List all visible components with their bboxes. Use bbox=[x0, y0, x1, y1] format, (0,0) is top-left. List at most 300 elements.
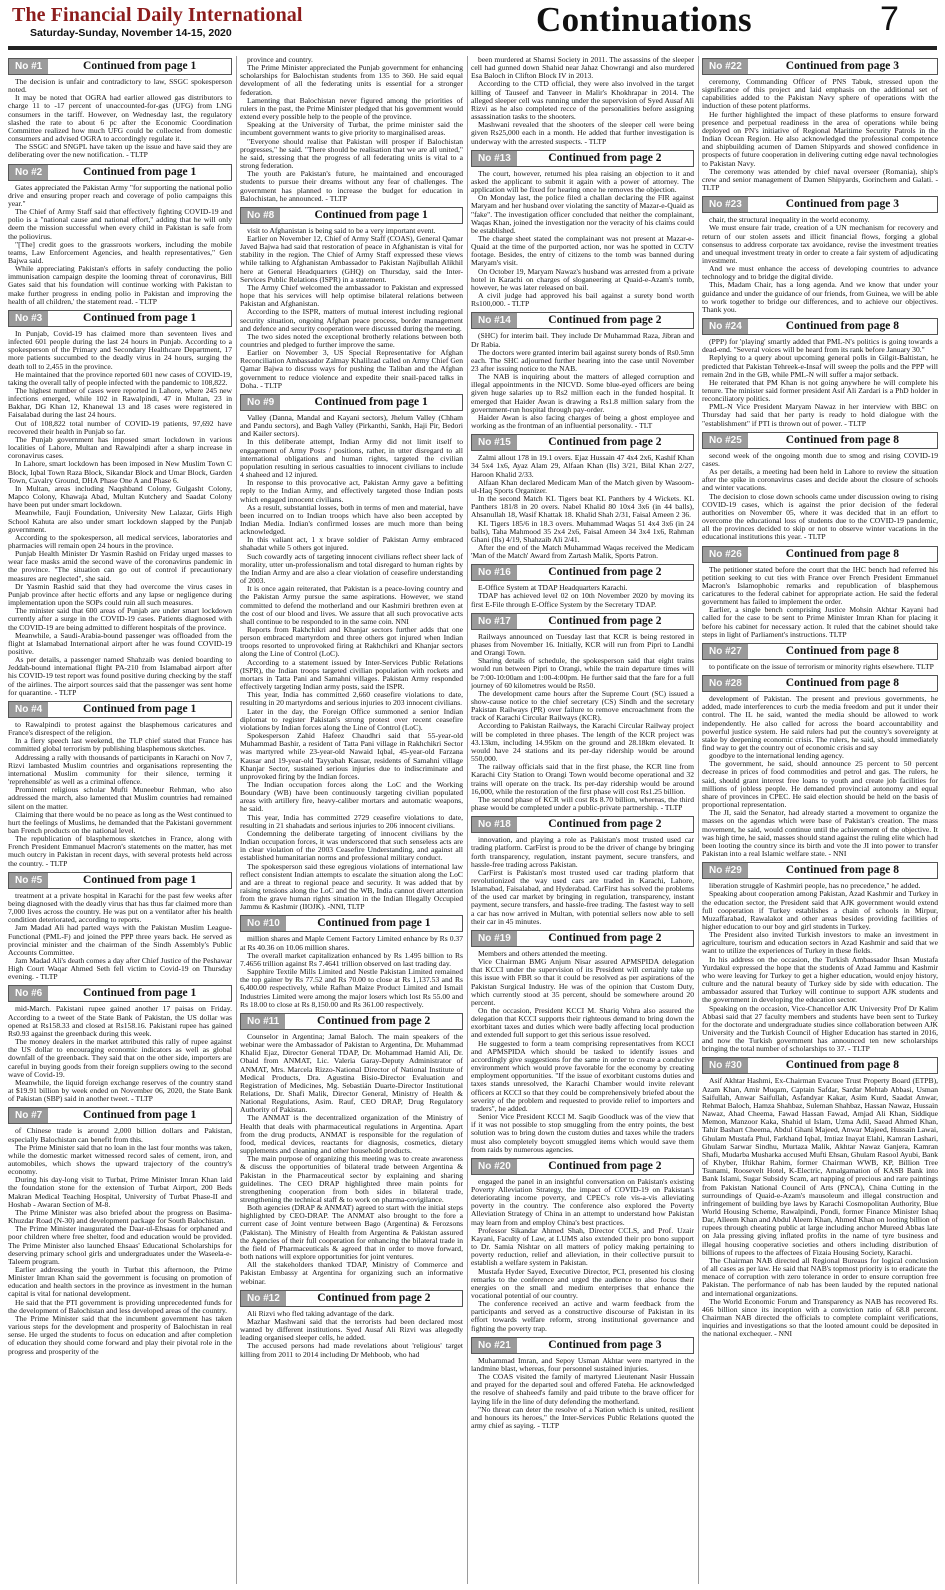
continued-from-label: Continued from page 8 bbox=[748, 319, 937, 334]
article-paragraph: Sharing details of schedule, the spokesperson said that eight trains would run between Pipri to Orangi, while the train departure times will be 7:00-10:00am and 1:00-4:00pm. He further said that the fare for a full journey of 60 kilometres would be Rs50. bbox=[471, 656, 694, 690]
section-title: Continuations bbox=[536, 0, 752, 39]
article-paragraph: Punjab Health Minister Dr Yasmin Rashid on Friday urged masses to wear face masks amid the second wave of the coronavirus pandemic in the province. "The situation can go out of control if precautionary measures are neglected", she said. bbox=[8, 549, 232, 583]
article-paragraph: ceremony, Commanding Officer of PNS Tabuk, stressed upon the significance of this project and laid emphasis on the additional set of capabilities added to the Pakistan Navy sphere of operations with the induction of these potent platforms. bbox=[702, 77, 938, 111]
article-paragraph: Meanwhile, Fauji Foundation, University New Lalazar, Girls High School Kahuta are also under smart lockdown slapped by the Punjab government. bbox=[8, 508, 232, 534]
article-body bbox=[702, 695, 938, 858]
article-paragraph: It may be noted that OGRA had earlier allowed gas distributors to charge 11 to -17 percent of unaccounted-for-gas (UFG) from LNG consumers in the tariff. However, on Wednesday last, the regulatory slashed the rate to about 6 pc after the Economic Coordination Committee realized how much UFG could be collected from domestic consumers and advised OGRA to accordingly regulate it. bbox=[8, 93, 232, 144]
article-paragraph: PML-N Vice President Maryam Nawaz in her interview with BBC on Thursday had said that her party is ready to hold dialogue with the "establishment" if PTI is thrown out of power. - TLTP bbox=[702, 402, 938, 428]
continuation-header bbox=[471, 1337, 694, 1354]
article-paragraph: engaged the panel in an insightful conversation on Pakistan's existing Poverty Alleviation Strategy, the impact of COVID-19 on Pakistan's deteriorating income poverty, and CPEC's role vis-a-vis alleviating poverty in the country. The conference also explored the Poverty Alleviation Strategy of China in an attempt to understand how Pakistan may learn from and employ China's best practices. bbox=[471, 1176, 694, 1227]
continuation-header bbox=[8, 164, 232, 181]
continued-from-label: Continued from page 3 bbox=[748, 197, 937, 212]
article-paragraph: On the occasion, President KCCI M. Shariq Vohra also assured the delegation that KCCI supports their righteous demand to bring down the exorbitant taxes and duties which were badly affecting local production and extended full support to get this serious issue resolved. bbox=[471, 1006, 694, 1040]
article-paragraph: visit to Afghanistan is being said to be a very important event. bbox=[247, 225, 436, 235]
continuation-header bbox=[240, 207, 463, 224]
article-continuation bbox=[240, 915, 463, 1008]
article-body bbox=[471, 454, 694, 560]
article-body bbox=[471, 332, 694, 430]
article-paragraph: The Chief of Army Staff said that effectively fighting COVID-19 and polio is a "national cause and national effort," adding that he will only deem the mission successful when every child in Pakistan is safe from the poliovirus. bbox=[8, 207, 232, 241]
continuation-header bbox=[702, 675, 938, 692]
article-body bbox=[471, 633, 694, 812]
continued-from-label: Continued from page 2 bbox=[517, 435, 693, 450]
continuation-header bbox=[471, 564, 694, 581]
article-paragraph: The court, however, returned his plea raising an objection to it and asked the applicant to submit it again with a power of attorney. The application will be fixed for hearing once he removes the objection. bbox=[471, 168, 694, 195]
article-body bbox=[702, 78, 938, 192]
article-paragraph: The Prime Minister inaugurated the Daar-ul-Ehsaas for orphaned and poor children where free shelter, food and education would be provided. The Prime Minister also launched Ehsaas' Educational Scholarships for deserving primary school girls and undergraduates under the Waseela-e-Taleem program. bbox=[8, 1224, 232, 1266]
article-body bbox=[8, 184, 232, 306]
article-paragraph: Out of 108,822 total number of COVID-19 patients, 97,692 have recovered their health in Punjab so far. bbox=[8, 418, 232, 436]
article-paragraph: He further highlighted the impact of these platforms to ensure forward presence and perpetual readiness in the area of operations while being deployed on PN's initiative of Regional Maritime Security Patrols in the Indian Ocean Region. He also acknowledged the professional competence and shipbuilding acumen of Damen Shipyards and showed confidence in prospects of future cooperation in delivering cutting edge naval technologies to Pakistan Navy. bbox=[702, 109, 938, 168]
article-paragraph: A civil judge had approved his bail against a surety bond worth Rs100,000. - TLTP bbox=[471, 291, 694, 309]
article-continuation bbox=[471, 1158, 694, 1333]
article-paragraph: province and country. bbox=[247, 56, 313, 64]
article-paragraph: The Prime Minister was also briefed about the progress on Basima-Khuzdar Road (N-30) and development package for South Balochistan. bbox=[8, 1207, 232, 1226]
column-divider bbox=[698, 56, 699, 1584]
article-body bbox=[240, 227, 463, 390]
article-body bbox=[471, 1178, 694, 1333]
continued-from-label: Continued from page 1 bbox=[48, 311, 231, 326]
continuation-header bbox=[240, 1290, 463, 1307]
article-paragraph: The money dealers in the market attributed this rally of rupee against the US dollar to encouraging economic indicators as well as global downfall of the greenback. They said that on the other side, importers are careful in buying goods from their foreign suppliers owing to the second wave of Covid-19. bbox=[8, 1037, 232, 1079]
article-paragraph: The Prime Minister said that no loan in the last four months was taken, while the domestic market witnessed record sales of cement, iron, and automobiles, which shows the upward trajectory of the country's economy. bbox=[8, 1142, 232, 1177]
continued-from-label: Continued from page 8 bbox=[748, 863, 937, 878]
article-paragraph: The President also invited Turkish investors to make an investment in agriculture, tourism and education sectors in Azad Kashmir and said that we want to utilize the experiences of Turkey in these fields. bbox=[702, 930, 938, 956]
continuation-header bbox=[471, 816, 694, 833]
article-paragraph: liberation struggle of Kashmiri people, has no precedence," he added. bbox=[709, 881, 921, 891]
article-paragraph: Muhammad Imran, and Sepoy Usman Akhtar were martyred in the landmine blast, whereas, four personnel sustained injuries. bbox=[471, 1355, 694, 1373]
column-4 bbox=[702, 56, 938, 1586]
article-paragraph: The accused persons had made revelations about 'religious' target killing from 2011 to 2014 including Dr Mehboob, who had bbox=[240, 1341, 463, 1359]
continuation-header bbox=[8, 985, 232, 1002]
article-paragraph: Earlier addressing the youth in Turbat this afternoon, the Prime Minister Imran Khan said the government is focusing on promotion of education and health sectors in the province as investment in the human capital is vital for national development. bbox=[8, 1265, 232, 1299]
article-paragraph: The NAB is inquiring about the matters of alleged corruption and illegal appointments in the NICVD. Some blue-eyed officers are being given huge salaries up to Rs2 million each in the funded hospital. It emerged that Haider Awan is drawing a Rs1.8 million salary from the government-run hospital through pay-order. bbox=[471, 372, 694, 414]
article-paragraph: In Multan, areas including Naqshband Colony, Gulgasht Colony, Mapco Colony, Khawaja Abad, Multan Kutchery and Saadat Colony have been put under smart lockdown. bbox=[8, 483, 232, 510]
article-paragraph: E-Office System at TDAP Headquarters Karachi. bbox=[478, 583, 628, 593]
article-body bbox=[471, 56, 694, 146]
article-body bbox=[471, 836, 694, 926]
article-number: No #30 bbox=[703, 1058, 748, 1073]
article-continuation bbox=[8, 985, 232, 1103]
article-paragraph: Railways announced on Tuesday last that KCR is being restored in phases from November 16. Initially, KCR will run from Pipri to Landhi and Orangi Town. bbox=[471, 631, 694, 658]
article-number: No #16 bbox=[472, 565, 517, 580]
article-number: No #14 bbox=[472, 313, 517, 328]
article-continuation bbox=[471, 56, 694, 146]
article-paragraph: The second phase of KCR will cost Rs 8.70 billion, whereas, the third phase would be completed under a public-private partnership. - TLTP bbox=[471, 794, 694, 813]
article-number: No #9 bbox=[241, 395, 280, 410]
article-body bbox=[8, 1127, 232, 1355]
article-paragraph: While appreciating Pakistan's efforts in safely conducting the polio immunisation campaign despite the looming threat of coronavirus, Bill Gates said that his foundation will continue working with Pakistan to make further progress in ending polio in Pakistan and improving the health of all children,' the statement read. - TLTP bbox=[8, 264, 232, 306]
continuation-header bbox=[8, 58, 232, 75]
article-continuation bbox=[8, 310, 232, 697]
article-paragraph: Vice Chairman BMG Anjum Nisar assured APMSPIDA delegation that KCCI under the supervision of its President will certainly take up this issue with FBR so that it could be resolved as per aspirations of the Pakistan Surgical Industry. He was of the opinion that Custom Duty, which currently stood at 35 percent, should be somewhere around 20 percent. bbox=[471, 957, 694, 1007]
article-paragraph: Jam Madad Ali had parted ways with the Pakistan Muslim League-Functional (PML-F) and joined the PPP three years back. He served as provincial minister and the chairman of the Sindh Assembly's Public Accounts Committee. bbox=[8, 923, 232, 957]
article-paragraph: This year, India has committed 2729 ceasefire violations to date, resulting in 21 shahadats and serious injuries to 206 innocent civilians. bbox=[240, 812, 463, 830]
article-number: No #21 bbox=[472, 1338, 517, 1353]
article-paragraph: The government, he said, should announce 25 percent to 50 percent decrease in prices of food commodities and petrol and gas. The rulers, he said, should grant interest free loans to youth and create job facilities for millions of jobless people. He demanded provincial autonomy and equal share of provinces in CPEC. He said election should be held on the basis of proportional representation. bbox=[702, 759, 938, 810]
continued-from-label: Continued from page 1 bbox=[286, 916, 462, 931]
article-paragraph: Addressing a rally with thousands of participants in Karachi on Nov 7, Rizvi lambasted Muslim countries and organisations representing the international Muslim community for their silence, terming it 'reprehensible' as well as a criminal offence. bbox=[8, 752, 232, 787]
article-continuation bbox=[8, 872, 232, 982]
article-paragraph: He said that the PTI government is providing unprecedented funds for the development of Balochistan and less developed areas of the country. bbox=[8, 1297, 232, 1315]
article-paragraph: As per details, a meeting had been held in Lahore to review the situation after the spike in coronavirus cases and decide about the closure of schools and winter vacations. bbox=[702, 467, 938, 493]
article-paragraph: Earlier, a single bench comprising Justice Mohsin Akhtar Kayani had called for the case to be sent to Prime Minister Imran Khan for placing it before his cabinet for necessary action. It ruled that the cabinet should take steps in light of Parliament's instructions. TLTP bbox=[702, 605, 938, 639]
continuation-header bbox=[471, 312, 694, 329]
article-continuation bbox=[471, 434, 694, 560]
article-number: No #1 bbox=[9, 59, 48, 74]
article-body bbox=[702, 338, 938, 428]
article-paragraph: development of Pakistan. The present and previous governments, he added, made interferences to curb the media freedom and put it under their control. The IL he said, wanted the media should be allowed to work independently. He also called for across the board accountability and powerful justice system. He said rulers had put the country's sovereignty at stake by deepening economic crisis. The rulers, he said, should immediately find way to get the country out of economic crisis and say bbox=[702, 694, 938, 752]
article-number: No #13 bbox=[472, 151, 517, 166]
article-body bbox=[240, 935, 463, 1008]
article-paragraph: Mazhar Mashwani said that the terrorists had been declared most wanted by different institutions. Syed Ausaf Ali Rizvi was allegedly leading organised sleeper cells, he added. bbox=[240, 1316, 463, 1343]
article-paragraph: In the second Match KL Tigers beat KL Panthers by 4 Wickets. KL Panthers 181/8 in 20 overs. Nabel Khalid 80 10x4 3x6 (in 44 balls), Ahsanullah 18, Wasif Khattak 18. Khalid Shah 2/31, Faisal Ameen 2 36. bbox=[471, 494, 694, 520]
article-paragraph: The charge sheet stated the complainant was not present at Mazar-e-Quaid at the time of the purported action, nor was he spotted in CCTV footage. Besides, the entry of citizens to the tomb was banned during Maryam's visit. bbox=[471, 233, 694, 268]
article-paragraph: During his day-long visit to Turbat, Prime Minister Imran Khan laid the foundation stone for the extension of Turbat Airport, 200 Beds Makran Medical Teaching Hospital, University of Turbat Phase-II and Hoshab - Awaran Section of M-8. bbox=[8, 1175, 232, 1209]
article-paragraph: Speaking at the University of Turbat, the prime minister said the incumbent government wants to give priority to marginalised areas. bbox=[240, 120, 463, 138]
continuation-header bbox=[471, 930, 694, 947]
article-paragraph: This, Madam Chair, has a long agenda. And we know that under your guidance and under the guidance of our friends, from Guinea, we will be able to work together to bridge our differences, and to achieve our objectives. Thank you. bbox=[702, 280, 938, 314]
continued-from-label: Continued from page 3 bbox=[748, 59, 937, 74]
article-paragraph: The ANMAT is the decentralized organization of the Ministry of Health that deals with pharmaceutical regulations in Argentina. Apart from the drug products, ANMAT is responsible for the regulation of food, medical devices, reactants for diagnosis, cosmetics, dietary supplements and cleaning and other household products. bbox=[240, 1113, 463, 1156]
article-continuation bbox=[702, 432, 938, 542]
continuation-header bbox=[240, 394, 463, 411]
continued-from-label: Continued from page 8 bbox=[748, 644, 937, 659]
article-paragraph: In his address on the occasion, the Turkish Ambassador Ihsan Mustafa Yurdakul expressed the hope that the students of Azad Jammu and Kashmir who were leaving for Turkey to get a higher education, would enjoy history, culture and the natural beauty of Turkey side by side with education. The ambassador assured that Turkey will continue to support AJK students and the government in developing the education sector. bbox=[702, 954, 938, 1005]
article-paragraph: On Monday last, the police filed a challan declaring the FIR against Maryam and her husband over violating the sanctity of Mazar-e-Quaid as "fake". The investigation officer concluded that neither the complainant, Waqas Khan, joined the investigation nor the veracity of his claims could be established. bbox=[471, 193, 694, 235]
article-paragraph: million shares and Maple Cement Factory Limited enhance by Rs 0.37 at Rs 40.36 on 10.06 million shares. bbox=[240, 934, 463, 952]
article-paragraph: The Indian occupation forces along the LoC and the Working Boundary (WB) have been continuously targeting civilian populated areas with artillery fire, heavy-caliber mortars and automatic weapons, he said. bbox=[240, 779, 463, 814]
page-number: 7 bbox=[880, 0, 899, 38]
article-body bbox=[240, 56, 463, 203]
article-paragraph: Haider Awan is also facing charges of being a ghost employee and working as the frontman of an influential personality. - TLT bbox=[471, 412, 694, 431]
article-paragraph: Meanwhile, a Saudi-Arabia-bound passenger was offloaded from the flight at Islamabad International airport after he was found COVID-19 positive. bbox=[8, 630, 232, 656]
article-paragraph: "No threat can deter the resolve of a Nation which is united, resilient and honours its heroes," the Inter-Services Public Relations quoted the army chief as saying. - TLTP bbox=[471, 1404, 694, 1431]
article-paragraph: According to the ISPR, matters of mutual interest including regional security situation, ongoing Afghan peace process, border management and defence and security cooperation were discussed during the meeting. bbox=[240, 307, 463, 333]
continuation-header bbox=[8, 1107, 232, 1124]
article-number: No #23 bbox=[703, 197, 748, 212]
continued-from-label: Continued from page 3 bbox=[517, 1338, 693, 1353]
continued-from-label: Continued from page 1 bbox=[48, 1108, 231, 1123]
continuation-header bbox=[471, 1158, 694, 1175]
article-number: No #10 bbox=[241, 916, 286, 931]
article-body bbox=[471, 170, 694, 309]
article-body bbox=[471, 1357, 694, 1430]
article-paragraph: TDAP has achieved level 02 on 10th November 2020 by moving its first E-File through E-Office System by the Secretary TDAP. bbox=[471, 591, 694, 609]
article-paragraph: The highest number of cases were reported in Lahore, where 245 new infections emerged, while 102 in Rawalpindi, 47 in Multan, 23 in Bakhar, DG Khan 12, Khanewal 13 and 18 cases were registered in Faisalabad during the last 24 hours. bbox=[8, 386, 232, 420]
column-divider bbox=[467, 56, 468, 1584]
article-paragraph: He maintained that the province reported 601 new cases of COVID-19, taking the overall tally of people infected with the pandemic to 108,822. bbox=[8, 369, 232, 387]
article-body bbox=[8, 330, 232, 697]
article-continuation bbox=[702, 58, 938, 192]
article-paragraph: Claiming that there would be no peace as long as the West continued to hurt the feelings of Muslims, he demanded that the Pakistani government ban French products on the national level. bbox=[8, 809, 232, 835]
continued-from-label: Continued from page 2 bbox=[517, 313, 693, 328]
article-body bbox=[702, 566, 938, 639]
article-number: No #27 bbox=[703, 644, 748, 659]
article-continuation bbox=[471, 150, 694, 309]
article-number: No #25 bbox=[703, 433, 748, 448]
continuation-header bbox=[702, 432, 938, 449]
article-continuation bbox=[240, 394, 463, 912]
article-paragraph: The SSGC and SNGPL have taken up the issue and have said they are deliberating over the new notification. - TLTP bbox=[8, 142, 232, 160]
article-paragraph: Speaking about cooperation among Pakistan, Azad Kashmir and Turkey in the education sector, the President said that AJK government would extend full cooperation if Turkey establishes a chain of schools in Mirpur, Muzaffarabad, Rawalakot and other areas besides providing facilities of higher education to our boy and girl students in Turkey. bbox=[702, 889, 938, 931]
article-paragraph: According to the CTD official, they were also involved in the target killing of Tauseef and Tanveer in Malir's Khokhrapar in 2014. The alleged sleeper cell was running under the supervision of Syed Ausaf Ali Rizvi as he also completed recce of the personalities before assigning assassination tasks to the shooters. bbox=[471, 79, 694, 122]
article-paragraph: As per details, a passenger named Shahzaib was denied boarding to Jeddah-bound international flight PA-210 from Islamabad airport after his COVID-19 test report was found positive during checking by the staff of the airlines. The airport sources said that the passenger was sent home for quarantine. - TLTP bbox=[8, 655, 232, 697]
article-body bbox=[702, 1077, 938, 1338]
continued-from-label: Continued from page 1 bbox=[48, 986, 231, 1001]
article-paragraph: In this valiant act, 1 x brave soldier of Pakistan Army embraced shahadat while 5 others got injured. bbox=[240, 535, 463, 553]
article-paragraph: been murdered at Shamsi Society in 2011. The assassins of the sleeper cell had gunned down Shahid near Jahaz Chowrangi and also murdered Esa Baloch in Clifton Block IV in 2013. bbox=[471, 56, 694, 81]
article-paragraph: Mashwani revealed that the shooters of the sleeper cell were being given Rs25,000 each in a month. He added that further investigation is underway with the arrested suspects. - TLTP bbox=[471, 120, 694, 146]
article-paragraph: According to the spokesperson, all medical services, laboratories and pharmacies will remain open 24 hours in the province. bbox=[8, 532, 232, 550]
article-paragraph: All the stakeholders thanked TDAP, Ministry of Commerce and Pakistan Embassy at Argentina for organizing such an informative webinar. bbox=[240, 1260, 463, 1286]
article-number: No #4 bbox=[9, 702, 48, 717]
article-body bbox=[240, 414, 463, 912]
article-continuation bbox=[240, 207, 463, 390]
article-paragraph: The petitioner stated before the court that the IHC bench had referred his petition seeking to cut ties with France over French President Emmanuel Macron's Islamophobic remarks and republication of blasphemous caricatures to the federal cabinet for appropriate action. He said the federal government has failed to implement the order. bbox=[702, 564, 938, 607]
article-paragraph: Condemning the deliberate targeting of innocent civilians by the Indian occupation forces, it was underscored that such senseless acts are in clear violation of the 2003 Ceasefire Understanding, and against all established humanitarian norms and professional military conduct. bbox=[240, 828, 463, 863]
continued-from-label: Continued from page 2 bbox=[517, 1159, 693, 1174]
article-paragraph: Members and others attended the meeting. bbox=[478, 948, 608, 958]
continuation-header bbox=[471, 434, 694, 451]
article-paragraph: Meanwhile, the liquid foreign exchange reserves of the country stand at $19.91 billion by week ended on November 06, 2020, the State Bank of Pakistan (SBP) said in another tweet. - TLTP bbox=[8, 1077, 232, 1104]
article-paragraph: He reiterated that PM Khan is not going anywhere he will complete his tenure. The minister said former president Asif Ali Zardari is a PhD holder in reconciliatory politics. bbox=[702, 377, 938, 404]
continued-from-label: Continued from page 1 bbox=[48, 873, 231, 888]
continued-from-label: Continued from page 2 bbox=[517, 151, 693, 166]
continuation-header bbox=[240, 915, 463, 932]
article-paragraph: The ceremony was attended by chief naval overseer (Romania), ship's crew and senior management of Damen Shipyards, Gorinchem and Galati. - TLTP bbox=[702, 166, 938, 193]
article-paragraph: The JI, said the Senator, had already started a movement to organize the masses on the agendas which were base of Pakistan's creation. The mass movement, he said, would continue until the achievement of the objective. It was high time, he said, masses should stand against the ruling elite which had been looting the country since its birth and vote the JI into power to transfer Pakistan into a real Islamic welfare state. - NNI bbox=[702, 808, 938, 859]
article-paragraph: Mustafa Hyder Sayed, Executive Director, PCI, presented his closing remarks to the conference and urged the audience to also focus their energies on the small and medium enterprises that enhance the vocational potential of our country. bbox=[471, 1266, 694, 1300]
article-body bbox=[240, 1033, 463, 1286]
article-continuation bbox=[702, 196, 938, 314]
article-continuation bbox=[471, 564, 694, 608]
article-paragraph: goodbye to the international lending agency. bbox=[709, 751, 844, 761]
article-continuation bbox=[240, 56, 463, 203]
column-3 bbox=[471, 56, 694, 1586]
article-paragraph: chair, the structural inequality in the world economy. bbox=[709, 215, 870, 225]
article-number: No #5 bbox=[9, 873, 48, 888]
article-body bbox=[702, 216, 938, 314]
article-paragraph: innovation, and playing a role as Pakistan's most trusted used car trading platform. CarFirst is proud to be the driver of change by bringing forth transparency, regulation, instant payment, secure transfers, and hassle-free trading across Pakistan. bbox=[471, 835, 694, 869]
article-paragraph: The Chairman NAB directed all Regional Bureaus for logical conclusion of all cases as per law. He said that NAB's topmost priority is to eradicate the menace of corruption with zero tolerance in order to ensure corruption free Pakistan. The performance of nab has been lauded by the reputed national and international organizations. bbox=[702, 1255, 938, 1298]
article-number: No #24 bbox=[703, 319, 748, 334]
article-number: No #2 bbox=[9, 165, 48, 180]
article-paragraph: As a result, substantial losses, both in terms of men and material, have been incurred on to Indian troops which have also been accepted by Indian Media. Indian's confirmed losses are much more than being acknowledged. bbox=[240, 502, 463, 537]
article-paragraph: Spokesperson Zahid Hafeez Chaudhri said that 55-year-old Muhammad Bashir, a resident of Tatta Pani village in Rakhchikri Sector was martyred while 23-year-old Nawaid Iqbal, 45-year-old Farzana Kausar and 19-year-old Tayyabah Kausar, residents of Samahni village Khanjar Sector, sustained serious injuries due to indiscriminate and unprovoked firing by the Indian forces. bbox=[240, 731, 463, 781]
article-paragraph: Alfaan Khan declared Medicam Man of the Match given by Wasoom-ul-Haq Sports Organizer. bbox=[471, 477, 694, 495]
article-paragraph: Jam Madad Ali's death comes a day after Chief Justice of the Peshawar High Court Waqar Ahmed Seth fell victim to Covid-19 on Thursday evening. - TLTP bbox=[8, 956, 232, 982]
article-paragraph: According to a statement issued by Inter-Services Public Relations (ISPR), the Indian troops targeted civilian population with rockets and mortars in Tatta Pani and Samahni villages. Pakistan Army responded effectively targeting Indian army posts, said the ISPR. bbox=[240, 657, 463, 692]
article-paragraph: The spokesperson said these egregious violations of international law reflect consistent Indian attempts to escalate the situation along the LoC and are a threat to regional peace and security. It was added that by raising tensions along the LoC and the WB, India cannot divert attention from the grave human rights situation in the Indian Illegally Occupied Jammu & Kashmir (IIOJK). -NNI, TLTP bbox=[240, 861, 463, 912]
masthead-rule bbox=[8, 46, 937, 50]
article-continuation bbox=[702, 1057, 938, 1338]
article-number: No #28 bbox=[703, 676, 748, 691]
article-number: No #6 bbox=[9, 986, 48, 1001]
continued-from-label: Continued from page 8 bbox=[748, 1058, 937, 1073]
article-continuation bbox=[702, 862, 938, 1053]
article-continuation bbox=[702, 318, 938, 428]
continuation-header bbox=[8, 701, 232, 718]
article-paragraph: Later in the day, the Foreign Office summoned a senior Indian diplomat to register Pakistan's strong protest over recent ceasefire violations by Indian forces along the Line of Control (LoC). bbox=[240, 706, 463, 732]
continued-from-label: Continued from page 1 bbox=[48, 165, 231, 180]
continuation-header bbox=[240, 1013, 463, 1030]
article-paragraph: to Rawalpindi to protest against the blasphemous caricatures and France's disrespect of the religion. bbox=[8, 719, 232, 738]
article-paragraph: The conference received an active and warm feedback from the participants and served as a constructive discourse of Pakistan in its effort towards welfare reform, strong institutional governance and fighting the poverty trap. bbox=[471, 1299, 694, 1333]
article-paragraph: In a fiery speech last weekend, the TLP chief stated that France has committed global terrorism by publishing blasphemous sketches. bbox=[8, 736, 232, 754]
continuation-header bbox=[471, 613, 694, 630]
article-paragraph: Earlier on November 12, Chief of Army Staff (COAS), General Qamar Javed Bajwa had said that restoration of peace in Afghanistan is vital for stability in the region. The Chief of Army Staff expressed these views while talking to Afghanistan Ambassador to Pakistan Najibullah Alikhil here at General Headquarters (GHQ) on Thursday, said the Inter-Services Public Relations (ISPR) in a statement. bbox=[240, 233, 463, 284]
continuation-header bbox=[702, 1057, 938, 1074]
article-paragraph: Sapphire Textile Mills Limited and Nestle Pakistan Limited remained the top gainer by Rs 77.52 and Rs 70.00 to close at Rs 1,137.53 and Rs 6,400.00 respectively, while Rafhan Maize Product Limited and Ismail Industries Limited were among the major losers which lost Rs 55.00 and Rs 18.00 to close at Rs 8,150.00 and Rs 361.00 respectively. bbox=[240, 967, 463, 1009]
article-number: No #29 bbox=[703, 863, 748, 878]
article-paragraph: mid-March. Pakistani rupee gained another 17 paisas on Friday. According to a tweet of the State Bank of Pakistan, the US dollar was opened at Rs158.33 and closed at Rs158.16. Pakistani rupee has gained Rs0.93 against the greenback during this week. bbox=[8, 1004, 232, 1038]
article-paragraph: Prominent religious scholar Mufti Muneebur Rehman, who also addressed the march, also lamented that Muslim countries had remained silent on the matter. bbox=[8, 785, 232, 811]
article-continuation bbox=[471, 613, 694, 812]
article-paragraph: The Punjab government has imposed smart lockdown in various localities of Lahore, Multan and Rawalpindi after a sharp increase in coronavirus cases. bbox=[8, 434, 232, 461]
article-paragraph: Such cowardly acts of targeting innocent civilians reflect sheer lack of morality, utter un-professionalism and total disregard to human rights by the Indian Army and are also a clear violation of ceasefire understanding of 2003. bbox=[240, 551, 463, 586]
article-paragraph: The decision is unfair and contradictory to law, SSGC spokesperson noted. bbox=[8, 77, 232, 95]
continued-from-label: Continued from page 2 bbox=[517, 565, 693, 580]
article-paragraph: (SHC) for interim bail. They include Dr Muhammad Raza, Jibran and Dr Rabia. bbox=[471, 331, 694, 349]
continuation-header bbox=[8, 872, 232, 889]
article-paragraph: After the end of the Match Muhammad Waqas received the Medicam 'Man of the Match' Award from Zartash Malik, Sports Patron. bbox=[471, 542, 694, 561]
article-body bbox=[8, 721, 232, 868]
article-paragraph: Ali Rizvi who fled taking advantage of the dark. bbox=[247, 1308, 394, 1318]
article-paragraph: The minister said that 600 areas of Punjab are under smart lockdown currently after a surge in the COVID-19 cases. Patients diagnosed with the COVID-19 are being admitted to different hospitals of the province. bbox=[8, 606, 232, 632]
continued-from-label: Continued from page 1 bbox=[48, 59, 231, 74]
continued-from-label: Continued from page 8 bbox=[748, 676, 937, 691]
article-paragraph: The development came hours after the Supreme Court (SC) issued a show-cause notice to the chief secretary (CS) Sindh and the secretary Pakistan Railways (PR) over failure to remove encroachment from the track of Karachi Circular Railways (KCR). bbox=[471, 688, 694, 723]
article-continuation bbox=[702, 675, 938, 858]
continuation-header bbox=[702, 318, 938, 335]
column-2 bbox=[240, 56, 463, 1586]
issue-date: Saturday-Sunday, November 14-15, 2020 bbox=[30, 27, 232, 39]
article-continuation bbox=[702, 546, 938, 639]
article-number: No #3 bbox=[9, 311, 48, 326]
article-paragraph: CarFirst is Pakistan's most trusted used car trading platform that revolutionized the way used cars are traded in Karachi, Lahore, Islamabad, Faisalabad, and Hyderabad. CarFirst has solved the problems of the used car market by bringing in regulation, transparency, instant payment, secure transfers, and hassle-free trading. The fastest way to sell a car has now arrived in Multan, with potential sellers now able to sell their car in 45 minutes. bbox=[471, 867, 694, 926]
article-number: No #22 bbox=[703, 59, 748, 74]
article-paragraph: The railway officials said that in the first phase, the KCR line from Karachi City Station to Orangi Town would become operational and 32 trains will operate on the track. Its per-day ridership would be around 16,000, while the restoration of the first phase will cost Rs1.25 billion. bbox=[471, 762, 694, 796]
article-body bbox=[471, 950, 694, 1154]
continued-from-label: Continued from page 8 bbox=[748, 547, 937, 562]
continued-from-label: Continued from page 1 bbox=[48, 702, 231, 717]
article-continuation bbox=[8, 164, 232, 306]
article-paragraph: Both agencies (DRAP & ANMAT) agreed to start with the initial steps highlighted by CEO-DRAP. The ANMAT also brought to the fore a current case of Joint venture between Bago (Argentina) & Ferozsons (Pakistan). The Ministry of Health from Argentina & Pakistan assured the Agencies of their full cooperation for enhancing the bilateral trade in the field of Pharmaceuticals & agreed that in order to move forward, both nations will explore opportunities for joint ventures. bbox=[240, 1203, 463, 1262]
article-paragraph: Dr Yasmin Rashid said that they had overcome the virus cases in Punjab province after hectic efforts and any lapse or negligence during implementation upon the SOPs could ruin all such measures. bbox=[8, 581, 232, 608]
article-paragraph: In response to this provocative act, Pakistan Army gave a befitting reply to the Indian Army, and effectively targeted those Indian posts which engaged innocent civilians. bbox=[240, 478, 463, 504]
article-paragraph: Counselor in Argentina; Jamal Baloch. The main speakers of the webinar were the Ambassador of Pakistan to Argentina, Dr. Muhammad Khalid Ejaz, Director General TDAP, Dr. Mohammad Hamid Ali, Dr. Obaid from ANMAT, Lic. Valeria Garay-Deputy Administrator of ANMAT, Mrs. Marcela Rizzo-National Director of National Institute of Medical Products, Dra. Agustina Bisio-Director Evaluation and Registration of Medicines, Mg. Sebastián Duarte-Director Institutional Relations, Dr. Shafi Malik, Director General, Ministry of Health & National Regulations, Asim. Rauf, CEO DRAP, Drug Regulatory Authority of Pakistan. bbox=[240, 1031, 463, 1115]
article-paragraph: In this deliberate attempt, Indian Army did not limit itself to engagement of Army Posts / positions, rather, in utter disregard to all international obligations and human rights, targeted the civilian population resulting in serious casualties to innocent civilians to include 4 shaheed and 12 injured. bbox=[240, 437, 463, 480]
article-paragraph: He suggested to form a team comprising representatives from KCCI and APMSPIDA which should be tasked to identify issues and accordingly give suggestions for the same in order to create a conducive environment which would prove favorable for the economy by creating employment opportunities. "If the issue of exorbitant customs duties and taxes stands unresolved, the Karachi Chamber would invite relevant officers at KCCI so that they could be comprehensively briefed about the severity of the problem and requested to provide relief to importers and traders", he added. bbox=[471, 1038, 694, 1113]
article-paragraph: The Prime Minister appreciated the Punjab government for enhancing scholarships for Balochistan students from 135 to 360. He said equal development of all the federating units is essential for a stronger federation. bbox=[240, 63, 463, 97]
article-paragraph: Gates appreciated the Pakistan Army "for supporting the national polio drive and ensuring proper reach and coverage of polio campaigns this year." bbox=[8, 182, 232, 208]
continued-from-label: Continued from page 1 bbox=[280, 208, 462, 223]
article-paragraph: Senior Vice President KCCI M. Saqib Goodluck was of the view that if it was not possible to stop smuggling from the entry points, the best solution was to bring down the custom duties and taxes while the traders must also completely boycott smuggled items which would save them from raids by numerous agencies. bbox=[471, 1112, 694, 1154]
continued-from-label: Continued from page 2 bbox=[517, 614, 693, 629]
article-paragraph: This year, India has committed 2,660 ceasefire violations to date, resulting in 20 martyrdoms and serious injuries to 203 innocent civilians. bbox=[240, 690, 463, 708]
article-number: No #8 bbox=[241, 208, 280, 223]
masthead bbox=[0, 0, 945, 46]
article-paragraph: Asif Akhtar Hashmi, Ex-Chairman Evacuee Trust Property Board (ETPB), Azam Khan, Amir Muqam, Captain Safdar, Sardar Mehtab Abbasi, Usman Saifullah, Anwar Saifullah, Asfandyar Kakar, Asim Kurd, Saadat Anwar, Rehmat Baloch, Hamza Shahbaz, Suleman Shahbaz, Hassan Nawaz, Hussain Nawaz, Ahad Cheema, Fawad Hassan Fawad, Amjad Ali Khan, Siddique Memon, Manzoor Kaka, Shahid ul Islam, Uzma Adil, Saead Ahmed Khan, Tahir Bashart Cheema, Abdul Ghani Majeed, Anwar Majeed, Hussain Lawai, Ghulam Mustafa Phul, Farkhand Iqbal, Imtiaz Inayat Elahi, Kamran Lashari, Ghulam Sarwar Sindhu, Murtaza Malik, Akhtar Nawaz Ganjera, Kamran Shafi, Mudarba Musharka accused Mufti Ehsan, Ghulam Rasool Ayubi, Bank of Khyber, Iftikhar Rahim, former Chairman WWB, KP, Billion Tree Tsunami, Roosevelt Hotel, K-Electric, Amalgamation of KASB Bank into Bank Islami, Sugar Subsidy Scam, art napping of precious and rare paintings from Pakistan National Council of Arts (PNCA), China Cutting in the surroundings of Quaid-e-Azam's mausoleum and illegal construction and infringement of building bye laws by Karachi Cosmopolitan Authority, Blue World Housing Scheme, Rawalpindi, Pondi, former Finance Minister Ishaq Dar, Alleem Khan and Abdul Aleem Khan, Ahmed Khan on looting billion of rupees through cheating public at large including anchor Mureed Abbas late on Jala pressing giving inflated profits in the name of tyre business and illegal housing cooperative societies and others including distribution of billions of rupees to the affectees of Fizaia Housing Society, Karachi. bbox=[702, 1076, 938, 1257]
article-paragraph: The republication of blasphemous sketches in France, along with French President Emmanuel Macron's statements on the matter, has met much outcry in Pakistan in recent days, with several protests held across the country. - TLTP bbox=[8, 834, 232, 868]
article-paragraph: Valley (Danna, Mandal and Kayani sectors), Jhelum Valley (Chham and Pandu sectors), and Bagh Valley (Pirkanthi, Sankh, Haji Pir, Bedori and Kailer sectors). bbox=[240, 412, 463, 439]
article-paragraph: to pontificate on the issue of terrorism or minority rights elsewhere. TLTP bbox=[709, 661, 934, 671]
article-paragraph: The youth are Pakistan's future, he maintained and encouraged students to pursue their dreams without any fear of challenges. The government has planned to increase the budget for education in Balochistan, he announced. - TLTP bbox=[240, 169, 463, 203]
article-body bbox=[240, 1310, 463, 1359]
article-body bbox=[8, 892, 232, 982]
article-paragraph: Replying to a query about upcoming general polls in Gilgit-Baltistan, he predicted that Pakistan Tehreek-e-Insaf will sweep the polls and the PPP will remain 2nd in the GB, while PML-N will suffer a major setback. bbox=[702, 353, 938, 379]
article-paragraph: Reports from Rakhchikri and Khanjar sectors further adds that one person embraced martyrdom and three others got injured when Indian troops resorted to unprovoked firing at Rakhchikri and Khanjar sectors along the Line of Control (LoC). bbox=[240, 625, 463, 659]
article-continuation bbox=[240, 1290, 463, 1359]
article-body bbox=[8, 78, 232, 160]
article-paragraph: treatment at a private hospital in Karachi for the past few weeks after being diagnosed with the deadly virus that has thus far claimed more than 7,000 lives across the country. He was put on a ventilator after his health condition deteriorated, according to reports. bbox=[8, 890, 232, 925]
article-body bbox=[8, 1005, 232, 1103]
column-1 bbox=[8, 56, 232, 1586]
article-body bbox=[471, 584, 694, 608]
article-paragraph: The two sides noted the exceptional brotherly relations between both countries and pledged to further improve the same. bbox=[240, 331, 463, 349]
article-paragraph: (PPP) for 'playing' smartly added that PML-N's politics is going towards a dead-end. "Several voices will be heard from its rank before January 30." bbox=[702, 337, 938, 355]
newspaper-title: The Financial Daily International bbox=[12, 4, 303, 26]
continued-from-label: Continued from page 1 bbox=[280, 395, 462, 410]
article-paragraph: The doctors were granted interim bail against surety bonds of Rs0.5mn each. The SHC adjourned further hearing into the case until November 23 after issuing notice to the NAB. bbox=[471, 347, 694, 373]
article-paragraph: of Chinese trade is around 2,000 billion dollars and Pakistan, especially Balochistan can benefit from this. bbox=[8, 1126, 232, 1144]
article-continuation bbox=[471, 816, 694, 926]
continuation-header bbox=[702, 196, 938, 213]
article-paragraph: second week of the ongoing month due to smog and rising COVID-19 cases. bbox=[702, 450, 938, 468]
article-paragraph: It is once again reiterated, that Pakistan is a peace-loving country and the Pakistan Army pursue the same aspirations. However, we stand committed to defend the motherland and our Kashmiri brethren even at the cost of our blood and lives. We assure that all such provocative acts shall continue to be responded to in the same coin. NNI bbox=[240, 584, 463, 626]
article-number: No #17 bbox=[472, 614, 517, 629]
article-continuation bbox=[471, 1337, 694, 1430]
article-paragraph: And we must enhance the access of developing countries to advance technology and to bridge the digital divide. bbox=[702, 264, 938, 282]
article-number: No #12 bbox=[241, 1291, 286, 1306]
article-number: No #20 bbox=[472, 1159, 517, 1174]
article-number: No #15 bbox=[472, 435, 517, 450]
article-paragraph: The COAS visited the family of martyred Lieutenant Nasir Hussain and prayed for the departed soul and offered Fateha. He acknowledged the resolve of shaheed's family and paid tribute to the brave officer for laying life in the line of duty defending the motherland. bbox=[471, 1372, 694, 1406]
article-paragraph: The Prime Minister said that the incumbent government has taken various steps for the development and prosperity of Balochistan in real sense. He urged the students to focus on education and after completion of education they should come forward and play their pivotal role in the progress and prosperity of the bbox=[8, 1313, 232, 1356]
continuation-header bbox=[702, 862, 938, 879]
article-body bbox=[702, 663, 938, 671]
article-paragraph: The decision to close down schools came under discussion owing to rising COVID-19 cases, which is against the prior decision of the federal authorities on November 05, where it was decided that in an effort to overcome the educational loss of students due to the COVID-19 pandemic, all the provinces decided to skip or not to observe winter vacations in the educational institutions this year. - TLTP bbox=[702, 491, 938, 542]
article-continuation bbox=[240, 1013, 463, 1286]
article-paragraph: In Punjab, Covid-19 has claimed more than seventeen lives and infected 601 people during the last 24 hours in Punjab. According to a spokesperson of the Primary and Secondary Healthcare Department, 17 more patients succumbed to the deadly virus in 24 hours, surging the death toll to 2,455 in the province. bbox=[8, 328, 232, 371]
article-paragraph: In Lahore, smart lockdown has been imposed in New Muslim Town C Block, Iqbal Town Raza Block, Sikandar Block and Umar Block, Garden Town, Cavalry Ground, DHA Phase One A and Phase 6. bbox=[8, 459, 232, 485]
article-paragraph: The World Economic Forum and Transparency as NAB has recovered Rs. 466 billion since its inception with a conviction ratio of 68.8 percent. Chairman NAB directed the officials to complete complaint verifications, inquiries and investigations so that the looted amount could be deposited in the national exchequer. - NNI bbox=[702, 1296, 938, 1339]
article-continuation bbox=[702, 643, 938, 671]
article-continuation bbox=[8, 701, 232, 868]
article-continuation bbox=[8, 1107, 232, 1355]
continued-from-label: Continued from page 2 bbox=[286, 1291, 462, 1306]
article-paragraph: "[The] credit goes to the grassroots workers, including the mobile teams, Law Enforcement Agencies, and health representatives," Gen Bajwa said. bbox=[8, 239, 232, 265]
article-paragraph: Earlier on November 3, US Special Representative for Afghan Reconciliation Ambassador Zalmay Khalilzad called on Army Chief Gen Qamar Bajwa to discuss ways for pushing the Taliban and the Afghan government to reduce violence and expedite their snail-paced talks in Doha. - TLTP bbox=[240, 348, 463, 390]
continuation-header bbox=[471, 150, 694, 167]
article-paragraph: "Everyone should realise that Pakistan will prosper if Balochistan progresses," he said. "There should be realisation that we are all united," he said, stressing that the progress of all federating units is vital to a strong federation. bbox=[240, 136, 463, 171]
article-body bbox=[702, 882, 938, 1053]
article-number: No #11 bbox=[241, 1014, 285, 1029]
article-paragraph: Speaking on the occasion, Vice-Chancellor AJK University Prof Dr Kalim Abbasi said that 27 faculty members and students have been sent to Turkey for the doctorate and undergraduate studies since collaboration between AJK University and the Turkish Council of Higher Education has started in 2016, and now the Turkish government has announced ten new scholarships bringing the total number of scholarships to 37. - TLTP bbox=[702, 1003, 938, 1054]
article-paragraph: The Army Chief welcomed the ambassador to Pakistan and expressed hope that his services will help optimise bilateral relations between Pakistan and Afghanistan. bbox=[240, 282, 463, 309]
article-paragraph: Zalmi allout 178 in 19.1 overs. Ejaz Hussain 47 4x4 2x6, Kashif Khan 34 5x4 1x6, Ayaz Alam 29, Alfaan Khan (Ils) 3/21, Bilal Khan 2/27, Haroon Khalid 2/33. bbox=[471, 453, 694, 479]
article-number: No #7 bbox=[9, 1108, 48, 1123]
article-paragraph: We must ensure fair trade, creation of a UN mechanism for recovery and return of our stolen assets and illicit financial flows, forging a global consensus to address corporate tax avoidance, revise the investment treaties and unequal investment treaty in order to create a fair system of adjudicating investment. bbox=[702, 223, 938, 265]
article-body bbox=[702, 452, 938, 542]
article-paragraph: The overall market capitalization enhanced by Rs 1.495 billion to Rs 7.4656 trillion against Rs 7.4641 trillion observed on last trading day. bbox=[240, 950, 463, 968]
column-divider bbox=[236, 56, 237, 1584]
continuation-header bbox=[8, 310, 232, 327]
continuation-header bbox=[702, 58, 938, 75]
article-paragraph: Lamenting that Balochistan never figured among the priorities of rulers in the past, the Prime Minister pledged that his government would extend every possible help to the people of the province. bbox=[240, 95, 463, 122]
article-paragraph: Professor Sikandar Ahmed Shah, Director CCLS, and Prof. Uzair Kayani, Faculty of Law, at LUMS also extended their pro bono support to Dr. Samia Nishtar on all matters of policy making pertaining to poverty reduction, relief and alleviation, in their collective pursuit to establish a welfare system in Pakistan. bbox=[471, 1225, 694, 1268]
continued-from-label: Continued from page 2 bbox=[517, 817, 693, 832]
